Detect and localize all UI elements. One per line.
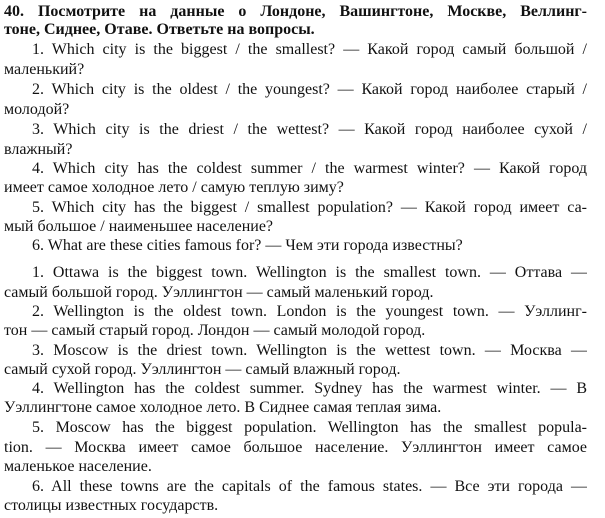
answer-4-line-1: 4. Wellington has the coldest summer. Sydney has the warmest winter. — В	[32, 380, 587, 397]
answer-5-line-1: 5. Moscow has the biggest population. Wellington has the smallest popula-	[32, 419, 587, 436]
question-6-line-1: 6. What are these cities famous for? — Чем эти города известны?	[32, 237, 463, 254]
answer-5-line-2: tion. — Москва имеет самое большое население. Уэллингтон имеет самое	[4, 439, 587, 456]
answer-1-line-2: самый большой город. Уэллингтон — самый маленький город.	[4, 284, 434, 301]
question-3-line-1: 3. Which city is the driest / the wettest? — Какой город наиболее сухой /	[32, 121, 587, 138]
answer-4-line-2: Уэллингтоне самое холодное лето. В Сиднее самая теплая зима.	[4, 399, 442, 416]
answer-2-line-1: 2. Wellington is the oldest town. London is the youngest town. — Уэллинг-	[32, 303, 587, 320]
exercise-heading-line-1: 40. Посмотрите на данные о Лондоне, Вашингтоне, Москве, Веллинг-	[4, 3, 587, 20]
answer-3-line-2: самый сухой город. Уэллингтон — самый влажный город.	[4, 361, 401, 378]
answer-1-line-1: 1. Ottawa is the biggest town. Wellington is the smallest town. — Оттава —	[32, 264, 587, 281]
answer-2-line-2: тон — самый старый город. Лондон — самый молодой город.	[4, 322, 426, 339]
question-4-line-1: 4. Which city has the coldest summer / the warmest winter? — Какой город	[32, 160, 587, 177]
answer-6-line-2: столицы известных государств.	[4, 497, 219, 514]
question-5-line-1: 5. Which city has the biggest / smallest population? — Какой город имеет са-	[32, 199, 587, 216]
question-1-line-1: 1. Which city is the biggest / the smallest? — Какой город самый большой /	[32, 41, 587, 58]
question-5-line-2: мый большое / наименьшее население?	[4, 218, 274, 235]
question-3-line-2: влажный?	[4, 141, 73, 158]
exercise-heading-line-2: тоне, Сиднее, Отаве. Ответьте на вопросы.	[4, 21, 315, 38]
answer-3-line-1: 3. Moscow is the driest town. Wellington is the wettest town. — Москва —	[32, 342, 587, 359]
question-2-line-1: 2. Which city is the oldest / the youngest? — Какой город наиболее старый /	[32, 81, 587, 98]
question-4-line-2: имеет самое холодное лето / самую теплую зиму?	[4, 179, 344, 196]
answer-6-line-1: 6. All these towns are the capitals of the famous states. — Все эти города —	[32, 478, 587, 495]
answer-5-line-3: маленькое население.	[4, 458, 152, 475]
question-1-line-2: маленький?	[4, 61, 85, 78]
question-2-line-2: молодой?	[4, 101, 70, 118]
